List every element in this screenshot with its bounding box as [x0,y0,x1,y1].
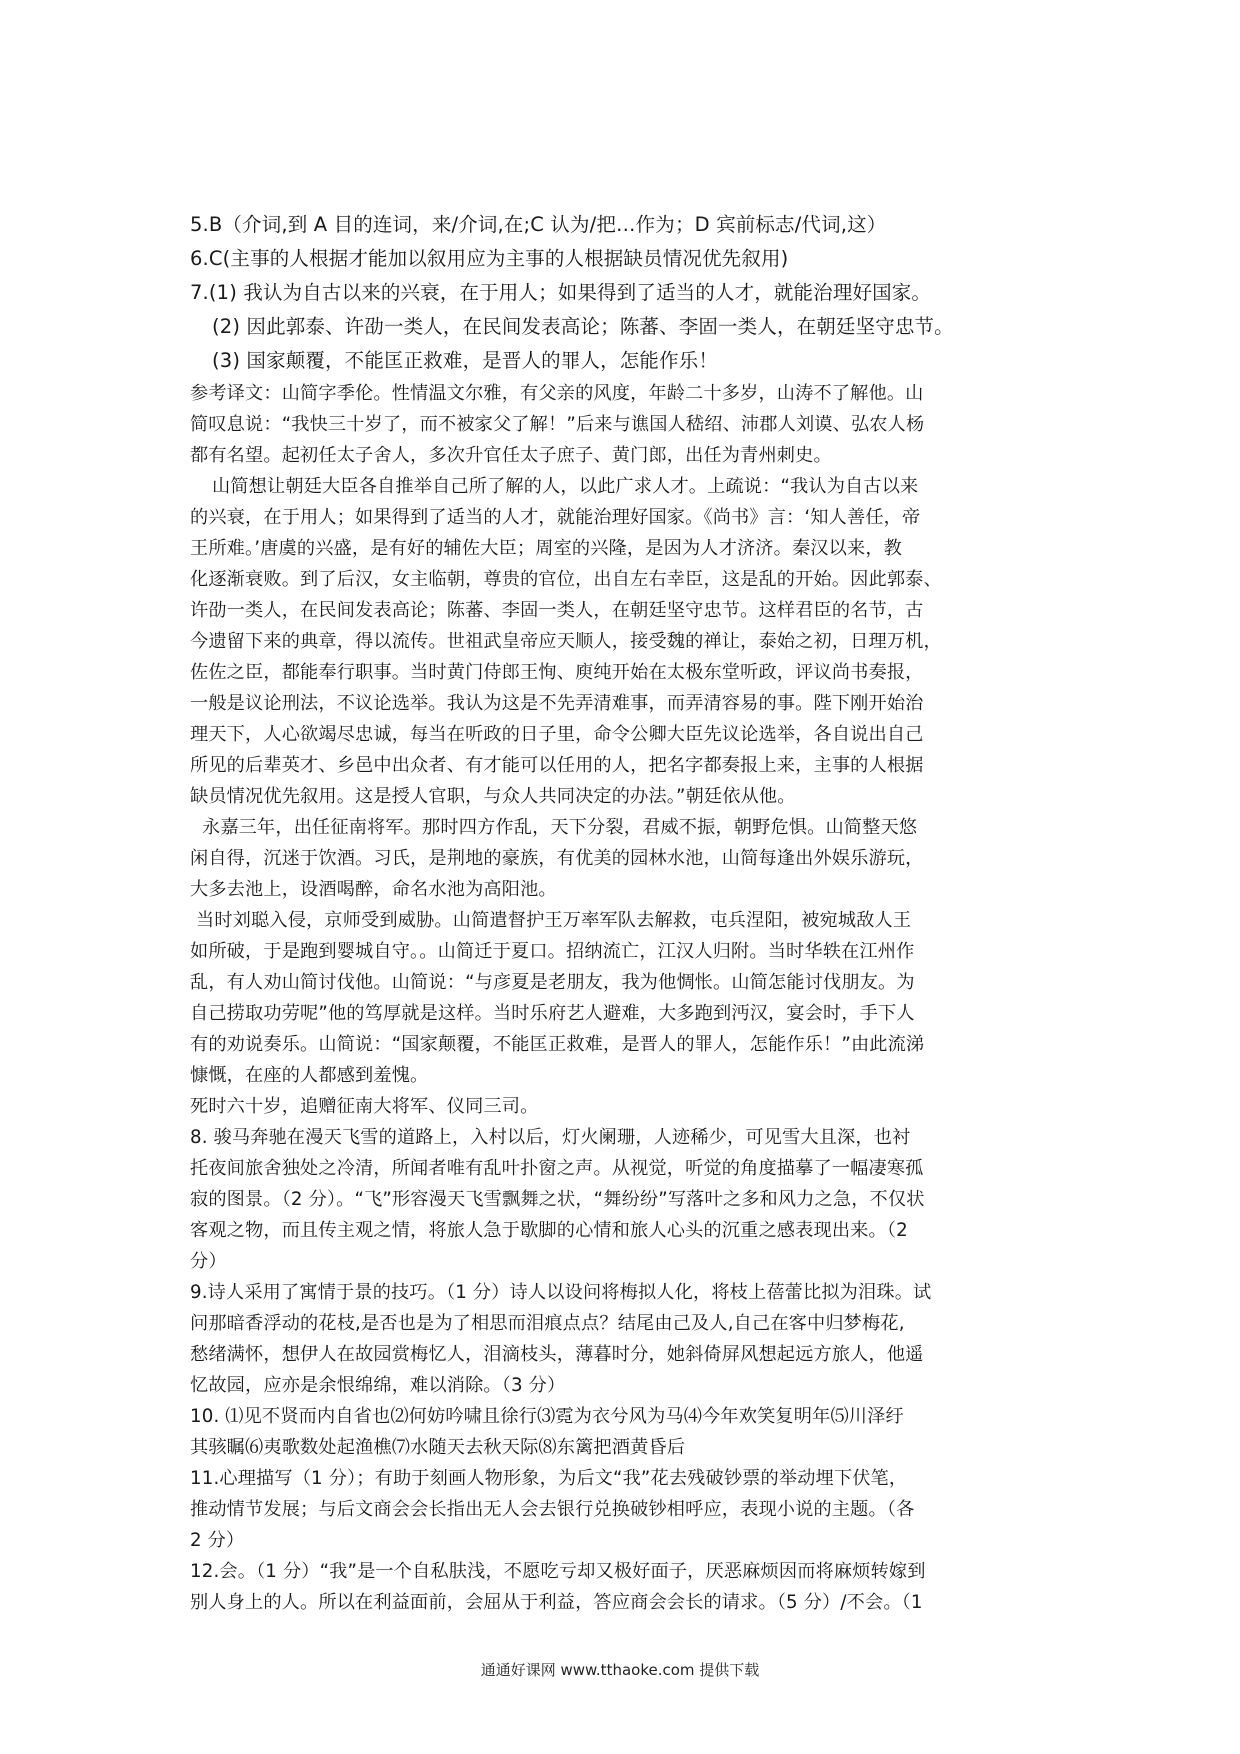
text-line: 许劭一类人，在民间发表高论；陈蕃、李固一类人，在朝廷坚守忠节。这样君臣的名节，古 [190,600,924,621]
answer-7-3: (3) 国家颠覆，不能匡正救难，是晋人的罪人，怎能作乐！ [212,349,719,372]
text-line: 自己捞取功劳呢”他的笃厚就是这样。当时乐府艺人避难，大多跑到沔汉，宴会时，手下人 [190,1003,915,1024]
answer-12 [190,1556,1060,1618]
answer-content [190,208,1060,1618]
text-line: 愁绪满怀，想伊人在故园赏梅忆人，泪滴枝头，薄暮时分，她斜倚屏风想起远方旅人，他遥 [190,1344,924,1365]
text-line: 简叹息说：“我快三十岁了，而不被家父了解！”后来与谯国人嵇绍、沛郡人刘谟、弘农人杨 [190,414,925,435]
text-line: 一般是议论刑法，不议论选举。我认为这是不先弄清难事，而弄清容易的事。陛下刚开始治 [190,693,924,714]
text-line: 8. 骏马奔驰在漫天飞雪的道路上，入村以后，灯火阑珊，人迹稀少，可见雪大且深，也衬 [190,1127,911,1148]
text-line: 12.会。（1 分）“我”是一个自私肤浅，不愿吃亏却又极好面子，厌恶麻烦因而将麻烦转嫁到 [190,1561,926,1582]
text-line: 如所破，于是跑到婴城自守。。山简迁于夏口。招纳流亡，江汉人归附。当时华轶在江州作 [190,941,915,962]
text-line: 当时刘聪入侵，京师受到威胁。山简遣督护王万率军队去解救，屯兵涅阳，被宛城敌人王 [196,910,912,931]
answer-11 [190,1463,1060,1556]
text-line: 所见的后辈英才、乡邑中出众者、有才能可以任用的人，把名字都奏报上来，主事的人根据 [190,755,924,776]
text-line: 佐佐之臣，都能奉行职事。当时黄门侍郎王恂、庾纯开始在太极东堂听政，评议尚书奏报， [190,662,924,683]
text-line: 问那暗香浮动的花枝,是否也是为了相思而泪痕点点？结尾由己及人,自己在客中归梦梅花, [190,1313,905,1334]
text-line: 有的劝说奏乐。山简说：“国家颠覆，不能匡正救难，是晋人的罪人，怎能作乐！”由此流涕 [190,1034,925,1055]
text-line: 9.诗人采用了寓情于景的技巧。（1 分）诗人以设问将梅拟人化，将枝上蓓蕾比拟为泪珠。试 [190,1282,932,1303]
text-line: 10. ⑴见不贤而内自省也⑵何妨吟啸且徐行⑶霓为衣兮风为马⑷今年欢笑复明年⑸川泽纡 [190,1406,904,1427]
text-line: 理天下，人心欲竭尽忠诚，每当在听政的日子里，命令公卿大臣先议论选举，各自说出自己 [190,724,924,745]
answer-8 [190,1122,1060,1277]
text-line: 缺员情况优先叙用。这是授人官职，与众人共同决定的办法。”朝廷依从他。 [190,786,796,807]
text-line: 死时六十岁，追赠征南大将军、仪同三司。 [190,1096,539,1117]
text-line: 都有名望。起初任太子舍人，多次升官任太子庶子、黄门郎，出任为青州刺史。 [190,445,832,466]
text-line: 王所难。’唐虞的兴盛，是有好的辅佐大臣；周室的兴隆，是因为人才济济。秦汉以来，教 [190,538,902,559]
text-line: 乱，有人劝山简讨伐他。山简说：“与彦夏是老朋友，我为他惆怅。山简怎能讨伐朋友。为 [190,972,915,993]
text-line: 的兴衰，在于用人；如果得到了适当的人才，就能治理好国家。《尚书》言：‘知人善任，帝 [190,507,921,528]
text-line: 2 分） [190,1530,245,1551]
text-line: 托夜间旅舍独处之冷清，所闻者唯有乱叶扑窗之声。从视觉，听觉的角度描摹了一幅凄寒孤 [190,1158,924,1179]
translation-paragraph-4 [190,905,1060,1091]
text-line: 山简想让朝廷大臣各自推举自己所了解的人，以此广求人才。上疏说：“我认为自古以来 [212,476,919,497]
text-line: 其骇瞩⑹夷歌数处起渔樵⑺水随天去秋天际⑻东篱把酒黄昏后 [190,1437,686,1458]
text-line: 11.心理描写（1 分）；有助于刻画人物形象，为后文“我”花去残破钞票的举动埋下伏笔， [190,1468,908,1489]
text-line: 闲自得，沉迷于饮酒。习氏，是荆地的豪族，有优美的园林水池，山简每逢出外娱乐游玩， [190,848,924,869]
text-line: 永嘉三年，出任征南将军。那时四方作乱，天下分裂，君威不振，朝野危惧。山简整天悠 [202,817,918,838]
answer-7-2: (2) 因此郭泰、许劭一类人，在民间发表高论；陈蕃、李固一类人，在朝廷坚守忠节。 [212,315,954,338]
text-line: 慷慨，在座的人都感到羞愧。 [190,1065,429,1086]
translation-paragraph-3 [190,812,1060,905]
answer-7-1: 7.(1) 我认为自古以来的兴衰，在于用人；如果得到了适当的人才，就能治理好国家。 [190,281,932,304]
answer-6: 6.C(主事的人根据才能加以叙用应为主事的人根据缺员情况优先叙用) [190,247,789,270]
answer-9 [190,1277,1060,1401]
text-line: 客观之物，而且传主观之情，将旅人急于歇脚的心情和旅人心头的沉重之感表现出来。（2 [190,1220,908,1241]
answer-10 [190,1401,1060,1463]
text-line: 大多去池上，设酒喝醉，命名水池为高阳池。 [190,879,557,900]
text-line: 忆故园，应亦是余恨绵绵，难以消除。（3 分） [190,1375,566,1396]
text-line: 寂的图景。（2 分）。“飞”形容漫天飞雪飘舞之状，“舞纷纷”写落叶之多和风力之急，不仅状 [190,1189,925,1210]
text-line: 参考译文：山简字季伦。性情温文尔雅，有父亲的风度，年龄二十多岁，山涛不了解他。山 [190,383,924,404]
text-line: 分） [190,1251,227,1272]
translation-paragraph-2 [190,471,1060,812]
text-line: 推动情节发展；与后文商会会长指出无人会去银行兑换破钞相呼应，表现小说的主题。（各 [190,1499,915,1520]
answer-5: 5.B（介词,到 A 目的连词，来/介词,在;C 认为/把…作为；D 宾前标志/代词,这） [190,213,887,236]
translation-paragraph-1 [190,378,1060,471]
text-line: 今遗留下来的典章，得以流传。世祖武皇帝应天顺人，接受魏的禅让，泰始之初，日理万机， [190,631,942,652]
text-line: 别人身上的人。所以在利益面前，会屈从于利益，答应商会会长的请求。（5 分）/不会。（1 [190,1592,923,1613]
page-footer: 通通好课网 www.tthaoke.com 提供下载 [480,1661,760,1679]
text-line: 化逐渐衰败。到了后汉，女主临朝，尊贵的官位，出自左右幸臣，这是乱的开始。因此郭泰、 [190,569,942,590]
translation-paragraph-5 [190,1091,1060,1122]
